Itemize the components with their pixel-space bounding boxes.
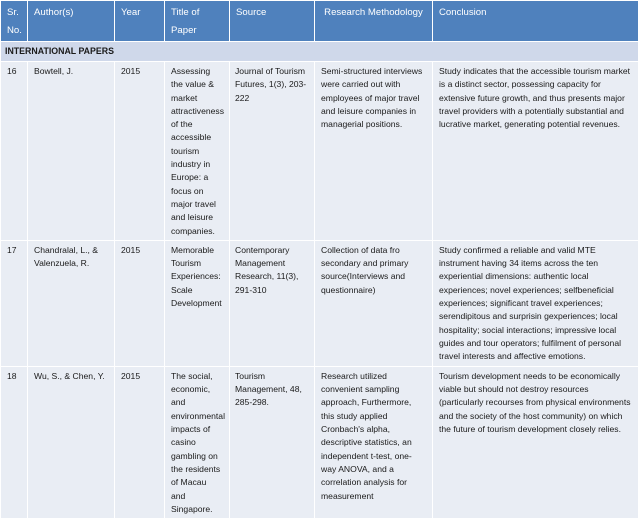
- cell-title: Assessing the value & market attractiveness of the accessible tourism industry in Europe: a focus on major travel and leisure companies.: [165, 62, 230, 241]
- cell-author: Wu, S., & Chen, Y.: [28, 366, 115, 518]
- header-year: Year: [115, 1, 165, 42]
- header-conclusion: Conclusion: [433, 1, 638, 42]
- cell-conclusion: Tourism development needs to be economically viable but should not destroy resources (particularly recourses from physical environments and the society of the host community) on which the future of tourism development closely relies.: [433, 366, 638, 518]
- cell-source: Journal of Tourism Futures, 1(3), 203-222: [230, 62, 315, 241]
- cell-sr: 16: [1, 62, 28, 241]
- cell-methodology: Semi-structured interviews were carried out with employees of major travel and leisure companies in managerial positions.: [315, 62, 433, 241]
- table-row: [1, 240, 638, 366]
- cell-sr: 18: [1, 366, 28, 518]
- header-methodology: Research Methodology: [315, 1, 433, 42]
- cell-title: The social, economic, and environmental impacts of casino gambling on the residents of Macau and Singapore.: [165, 366, 230, 518]
- section-label: INTERNATIONAL PAPERS: [1, 42, 638, 62]
- cell-author: Bowtell, J.: [28, 62, 115, 241]
- cell-title: Memorable Tourism Experiences: Scale Development: [165, 240, 230, 366]
- cell-year: 2015: [115, 62, 165, 241]
- header-sr-no: Sr. No.: [1, 1, 28, 42]
- cell-methodology: Research utilized convenient sampling approach, Furthermore, this study applied Cronbach's alpha, descriptive statistics, an independent t-test, one-way ANOVA, and a correlation analysis for measurement: [315, 366, 433, 518]
- cell-methodology: Collection of data fro secondary and primary source(Interviews and questionnaire): [315, 240, 433, 366]
- header-title: Title of Paper: [165, 1, 230, 42]
- cell-sr: 17: [1, 240, 28, 366]
- cell-author: Chandralal, L., & Valenzuela, R.: [28, 240, 115, 366]
- section-row: [1, 42, 638, 62]
- header-source: Source: [230, 1, 315, 42]
- table-row: [1, 366, 638, 518]
- cell-year: 2015: [115, 366, 165, 518]
- table-row: [1, 62, 638, 241]
- cell-source: Tourism Management, 48, 285-298.: [230, 366, 315, 518]
- cell-source: Contemporary Management Research, 11(3), 291-310: [230, 240, 315, 366]
- cell-year: 2015: [115, 240, 165, 366]
- cell-conclusion: Study indicates that the accessible tourism market is a distinct sector, possessing capacity for extensive future growth, and thus presents major travel providers with a potentially substantial and lucrative market, generating potential revenues.: [433, 62, 638, 241]
- cell-conclusion: Study confirmed a reliable and valid MTE instrument having 34 items across the ten experiential dimensions: authentic local experiences; novel experiences; selfbeneficial experiences; significant travel experiences; serendipitous and surprisin gexperiences; local hospitality; social interactions; impressive local guides and tour operators; fulfilment of personal travel interests and affective emotions.: [433, 240, 638, 366]
- header-author: Author(s): [28, 1, 115, 42]
- header-row: [1, 1, 638, 42]
